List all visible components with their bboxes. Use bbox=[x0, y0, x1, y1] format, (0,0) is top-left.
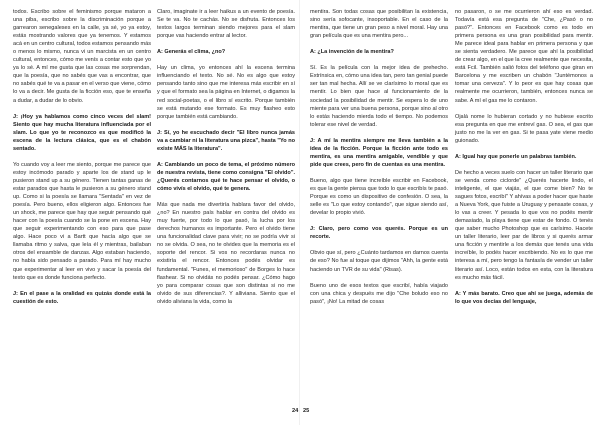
interview-answer: Hay un clima, yo entonces ahí la escena termina influenciando el texto. No sé. No es algo que estoy pensando tanto sino que me interesa más escribir en sí y que el formato sea la página en Internet, o digamos la red social-poetas, o el libro sí escrito. Porque también se está mutando ese formato. Es muy flasheo esto porque también está cambiando. bbox=[157, 65, 295, 120]
interview-answer: no pasaron, o se me ocurrieron ahí eso es verdad. Todavía está esa pregunta de "Che, ¿Pasó o no pasó?". Entonces en Facebook como es todo en primera persona es una gran posibilidad para mentir. Me parece ideal para hablar en primera persona y que se sienta verdadero. Me parece que ahí la posibilidad de crear algo, en el que la cree realmente que necesita, está Fcil. También salió fotos del teléfono que giran en Barcelona y me escriben un chabón "Juntémonos a tomar una cerveza". Y lo peor es que hay cosas que realmente me ocurrieron, también, entonces nunca se sabe. A mí el gas me lo contaron. bbox=[455, 9, 593, 104]
interview-answer: Sí. Es la película con la mejor idea de prehecho. Extrínsica en, cómo una idea tan, pero tan genial puede ser tan mal hecha. Allí se ve clarísimo lo moral que es mentir. Lo bien que hace al funcionamiento de la sociedad la posibilidad de mentir. Se espera lo de uno miente para ver una buena persona, porque sino al otro lo estás haciendo mierda todo el tiempo. No podemos tolerar ese nivel de verdad. bbox=[310, 65, 448, 128]
interview-question: A: ¿La invención de la mentira? bbox=[310, 49, 394, 56]
interview-question: A: Generás el clima, ¿no? bbox=[157, 49, 226, 56]
page-number-left: 24 bbox=[292, 408, 299, 414]
interview-question: J: Sí, yo he escuchado decir "El libro nunca jamás va a cambiar ni la literatura una pizca", hasta "Yo no existe MÁS la literatura". bbox=[157, 129, 295, 152]
interview-answer: Bueno, algo que tiene increíble escribir en Facebook, es que la gente piensa que todo lo que escribís te pasó. Porque es como un dispositivo de confesión. O sea, la selle es "Lo que estoy contando", que sigue siendo así, develar lo propio vivió. bbox=[310, 177, 448, 217]
interview-answer: Obvio que sí, pero ¿Cuánto tardamos en darnos cuenta de eso? No fue al toque que dijimos "Ahh, la gente está haciendo un TVR de su vida" (Risas). bbox=[310, 250, 448, 273]
interview-answer: mentira. Son todas cosas que posibilitan la existencia, sino sería sofocante, insoportable. En el caso de la mentira, que tiene un gran peso a nivel moral. Hay una gran película que es una mentira pero... bbox=[310, 9, 448, 40]
column-1 bbox=[13, 8, 151, 314]
column-4 bbox=[455, 8, 593, 314]
interview-question: J: ¡Hoy ya hablamos como cinco veces del slam! Siento que hay mucha literatura influenciada por el slam. Lo que yo te reconozco es que modificó la escena de la lectura clásica, que es el chabón sentado. bbox=[13, 113, 151, 152]
interview-question: A: Igual hay que ponerle un palabras también. bbox=[455, 153, 577, 160]
interview-question: A: Y más barato. Creo que ahí se juega, además de lo que vos decías del lenguaje, bbox=[455, 290, 593, 305]
page-number-right: 25 bbox=[303, 408, 310, 414]
interview-answer: todos. Escribo sobre el feminismo porque mataron a una piba, escribo sobre la discriminación porque a garrearon senegaleses en la calle, ya sé, yo ya estoy, estás mostrando valores que ya tenemos. Y estamos acá en un centro cultural, todos estamos pensando más o menos lo mismo, nunca vi un marcista en un centro cultural, entonces, cómo me venís a contar esto que yo ya lo sé. A mí me gusta que las cosas me sorprendan, que la poesía, que no sabés que vas a encontrar, que no sabés qué te va a pasar en el verso que viene, cómo lo va a decir. Me gusta de la ficción eso, que te enseña a dudar, a dudar de lo obvio. bbox=[13, 9, 151, 104]
interview-answer: Ojalá nome lo hubieran cortado y no hubiese escrito esa pregunta en que me entreví gas. O sea, el gas que justo no me la ver en gas. Si te pasa yate viene medio guionado. bbox=[455, 113, 593, 144]
interview-answer: Claro, imaginate ir a leer haikus a un evento de poesía. Se te va. No te cachás. No se disfruta. Entonces los textos largos terminan siendo mejores para el slam porque vas haciendo entrar al lector. bbox=[157, 9, 295, 40]
interview-answer: Yo cuando voy a leer me siento, porque me parece que estoy incómodo parado y aparte los de stand up le pusieron stand up a su género. Tienen tantas ganas de estar parados que hasta le pusieron a su género stand up. Como si la poesía se llamara "Sentada" en vez de poesía. Pero bueno, ellos eligieron algo. Entonces fue un shock, me parece que hay que seguir pensando qué hacer con la poesía cuando se la pone en escena. Hay que seguir experimentando con eso para que pase algo. Hace poco vi a Bartt que hacía algo que se llamaba ritmo y salva, que leía él y mientras, bailaban otros del ensamble de danzas. Algo estaban haciendo, no había sido pensado a parado. Para mí hay mucho que experimentar al leer en vivo y sacar la poesía del texto que es donde funciona perfecto. bbox=[13, 161, 151, 281]
interview-question: J: A mí la mentira siempre me lleva también a la idea de la ficción. Porque la ficción ante todo es mentira, es una mentira amigable, vendible y que pide que crees, pero fin de cuentas es una mentira. bbox=[310, 137, 448, 168]
interview-question: J: Claro, pero como vos querés. Porque es un recorte. bbox=[310, 226, 448, 241]
interview-answer: De hecho a veces suelo con hacer un taller literario que se venda como ciclorde" ¿Querés hacerte lindo, el inteligente, el que viajás, el que come bien? No te sagues fotos, escribí" Y ahívas a poder hacer que haste a Nueva York, que fuiste a Uruguay y pensaste cosas, y lo vas a creer. Y pesada lo que vos no podés mentir demasiado, la playa tiene que estar de fondo. O tenés que saber mucho Photoshop que es carísimo. Hacete un taller literario, leer par de libros y si querés armar una ficción y mentirle a los demás que tenés una vida increíble, lo podés hacer escribiendo. No es lo que me interesa a mí, pero tengo la fantasía de vender un taller literario así. Loco, están todos en esta, con la literatura es mucho más fácil. bbox=[455, 169, 593, 281]
column-2 bbox=[157, 8, 295, 314]
interview-question: A: Cambiando un poco de tema, el próximo número de nuestra revista, tiene como consigna "El olvido". ¿Querés contarnos qué te hace pensar el olvido, o cómo vivís el olvido, qué te genera. bbox=[157, 161, 295, 193]
interview-answer: Bueno uno de esos textos que escribí, había viajado con una chica y después me dijo "Che boludo eso no pasó", ¡No! La mitad de cosas bbox=[310, 282, 448, 305]
page-gutter bbox=[299, 0, 300, 425]
column-3 bbox=[310, 8, 448, 314]
interview-answer: Más que nada me divertiría hablara favor del olvido, ¿no? En nuestro país hablar en contra del olvido es muy fuerte, por todo lo que pasó, la lucha por los derechos humanos es importante. Pero el olvido tiene una funcionalidad clave para vivir; no se podría vivir si no se olvida. O sea, no te olvides que la memoria es el soporte del rencor. Si vos no recordaras nunca no existiría el rencor. Entonces podés olvidar es fundamental. "Funes, el memorioso" de Borges lo hace flashear. Si no olvidás no podés pensar. ¿Cómo hago yo para comparar cosas que son distintas si no me olvido de sus diferencias?. Y alliviana. Siento que el olvido aliviana la vida, como la bbox=[157, 202, 295, 305]
interview-question: J: En el pase a la oralidad es quizás donde está la cuestión de esto. bbox=[13, 290, 151, 305]
